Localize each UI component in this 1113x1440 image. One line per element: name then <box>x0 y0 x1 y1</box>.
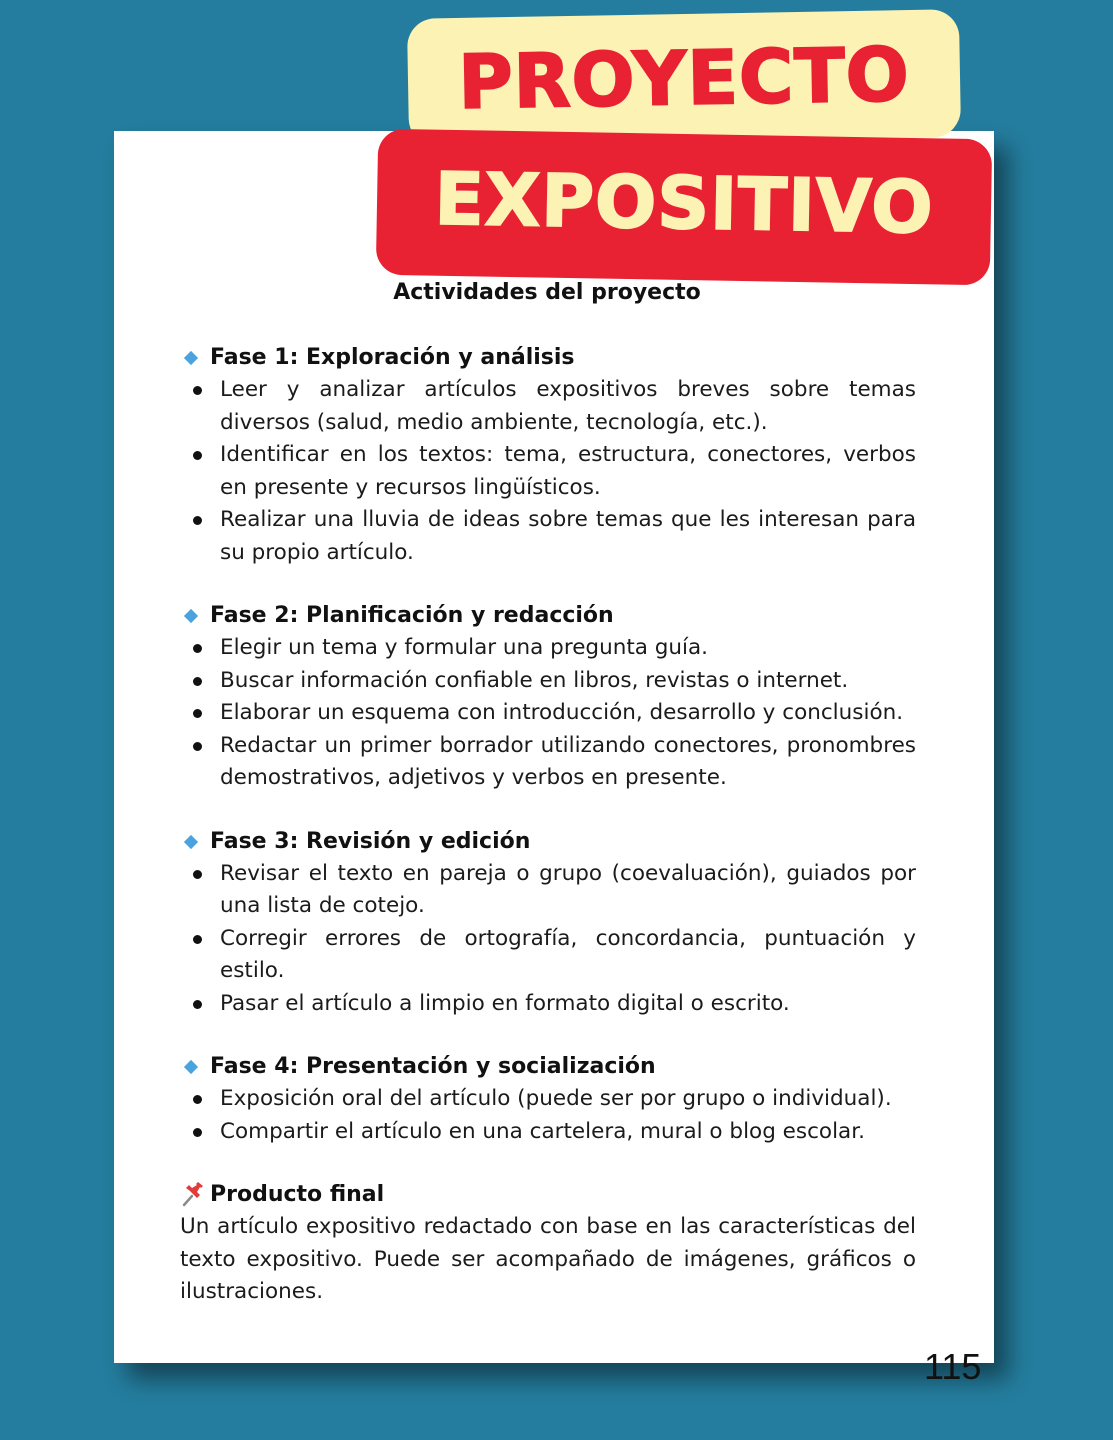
list-item: Redactar un primer borrador utilizando conectores, pronombres demostrativos, adjetivos y verbos en presente. <box>180 730 916 795</box>
list-item: Elaborar un esquema con introducción, desarrollo y conclusión. <box>180 697 916 730</box>
banner-line-1: PROYECTO <box>457 32 911 126</box>
phase-item-list <box>180 632 916 795</box>
pushpin-icon <box>180 1182 206 1208</box>
blue-diamond-icon <box>184 351 198 365</box>
list-item: Pasar el artículo a limpio en formato digital o escrito. <box>180 988 916 1021</box>
phase-4 <box>180 1051 916 1148</box>
list-item: Revisar el texto en pareja o grupo (coevaluación), guiados por una lista de cotejo. <box>180 858 916 923</box>
phase-item-list <box>180 1083 916 1148</box>
phase-title: Fase 2: Planificación y redacción <box>210 603 614 628</box>
phase-item-list <box>180 858 916 1021</box>
list-item: Buscar información confiable en libros, revistas o internet. <box>180 665 916 698</box>
final-product-text: Un artículo expositivo redactado con base en las características del texto expositivo. Puede ser acompañado de imágenes, gráficos o ilustraciones. <box>180 1214 916 1304</box>
activities-content <box>180 342 916 1309</box>
phase-title: Fase 1: Exploración y análisis <box>210 345 575 370</box>
list-item: Compartir el artículo en una cartelera, mural o blog escolar. <box>180 1116 916 1149</box>
blue-diamond-icon <box>184 1060 198 1074</box>
blue-diamond-icon <box>184 609 198 623</box>
list-item: Elegir un tema y formular una pregunta guía. <box>180 632 916 665</box>
list-item: Identificar en los textos: tema, estructura, conectores, verbos en presente y recursos lingüísticos. <box>180 439 916 504</box>
blue-diamond-icon <box>184 834 198 848</box>
list-item: Exposición oral del artículo (puede ser por grupo o individual). <box>180 1083 916 1116</box>
banner-expositivo <box>376 129 992 286</box>
list-item: Realizar una lluvia de ideas sobre temas que les interesan para su propio artículo. <box>180 504 916 569</box>
final-product <box>180 1179 916 1309</box>
phase-title: Fase 3: Revisión y edición <box>210 828 531 854</box>
phase-item-list <box>180 374 916 569</box>
phase-title: Fase 4: Presentación y socialización <box>210 1054 656 1079</box>
phase-3 <box>180 826 916 1021</box>
final-product-title: Producto final <box>210 1182 385 1207</box>
section-title: Actividades del proyecto <box>393 280 701 305</box>
banner-line-2: EXPOSITIVO <box>433 156 935 250</box>
banner-proyecto <box>407 9 961 147</box>
page-number: 115 <box>924 1346 982 1387</box>
list-item: Corregir errores de ortografía, concordancia, puntuación y estilo. <box>180 923 916 988</box>
list-item: Leer y analizar artículos expositivos breves sobre temas diversos (salud, medio ambiente, tecnología, etc.). <box>180 374 916 439</box>
phase-1 <box>180 342 916 569</box>
phase-2 <box>180 600 916 795</box>
